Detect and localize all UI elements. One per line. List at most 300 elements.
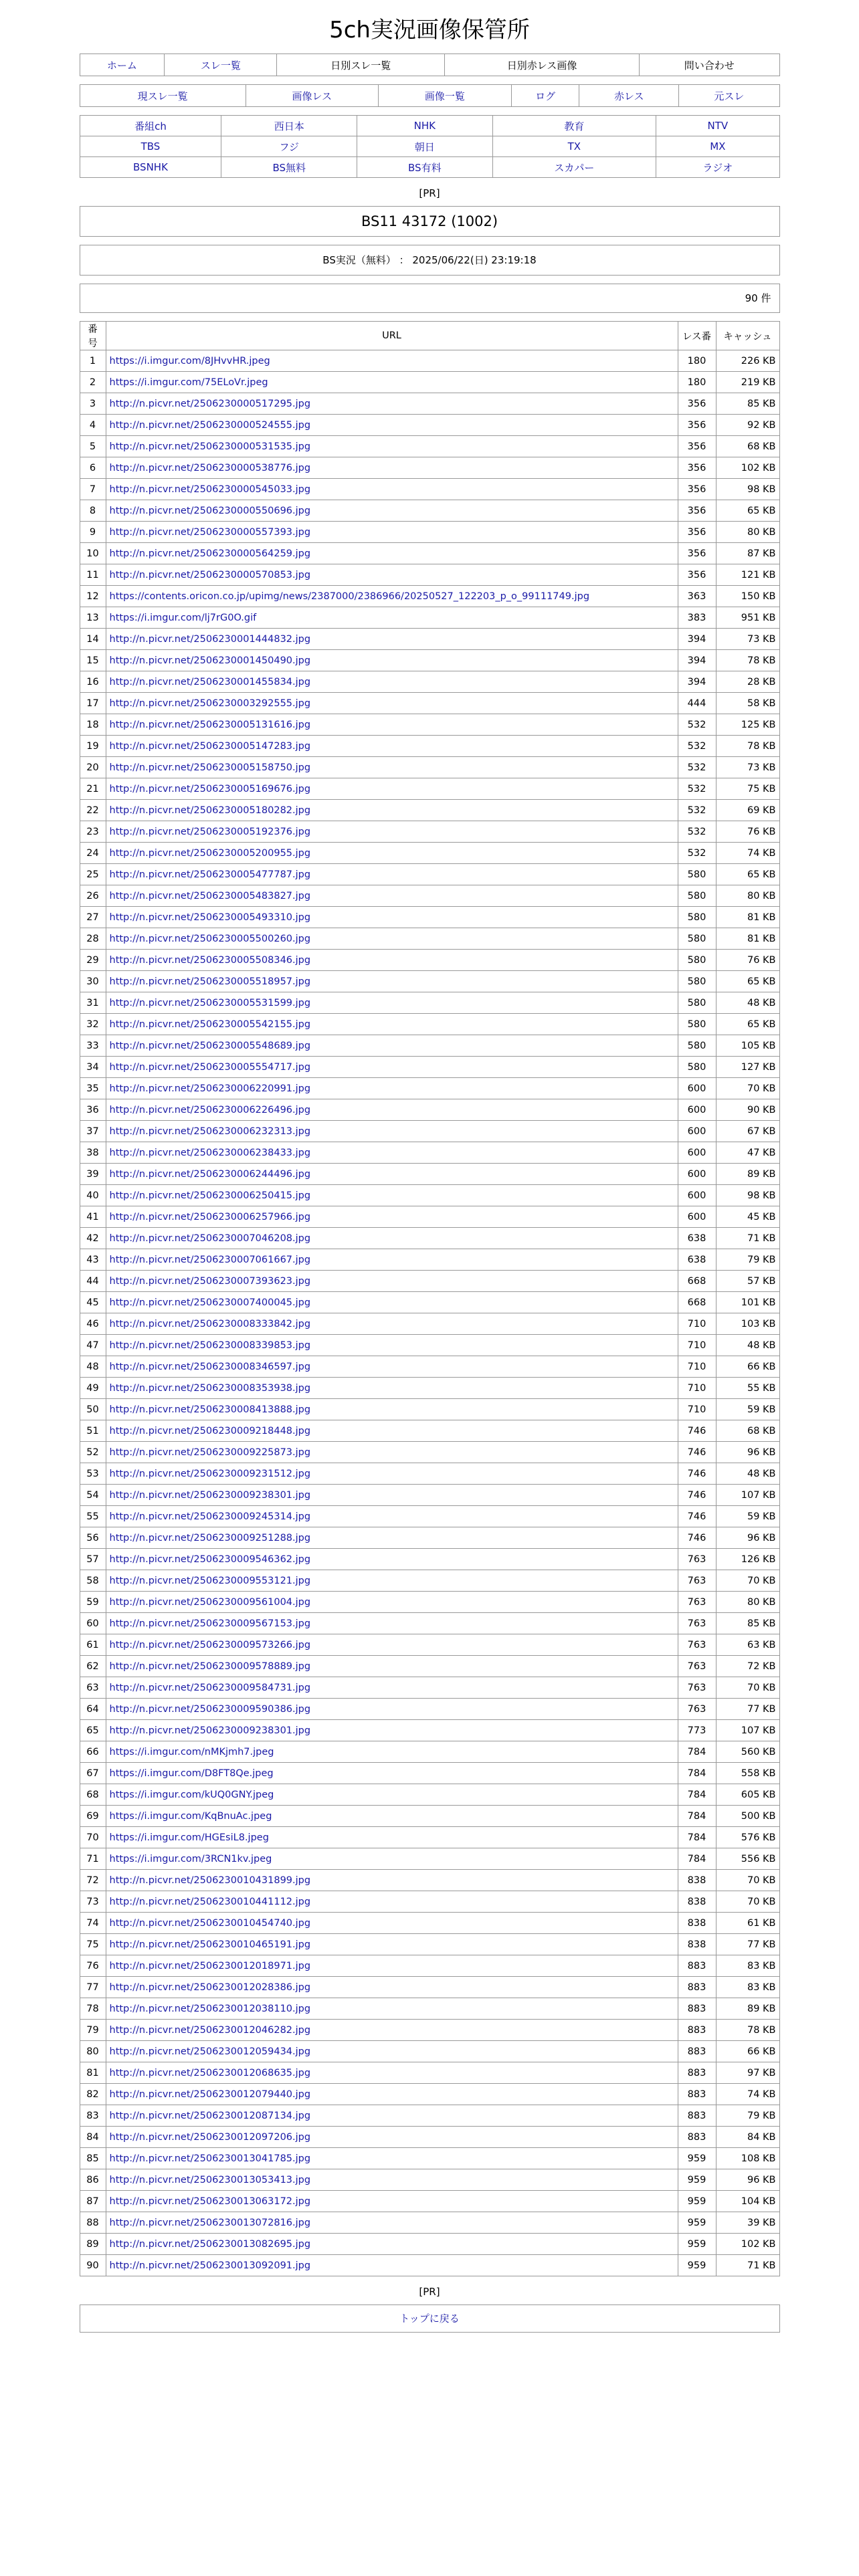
channel-link[interactable]: スカパー	[554, 161, 595, 174]
channel-cell[interactable]	[656, 136, 779, 157]
row-url[interactable]: http://n.picvr.net/2506230005500260.jpg	[109, 933, 311, 944]
row-cache-size-cell	[716, 543, 779, 564]
row-cache-size-cell	[716, 950, 779, 971]
row-res-number-cell	[678, 778, 716, 800]
table-row	[80, 2127, 779, 2148]
row-url[interactable]: http://n.picvr.net/2506230012087134.jpg	[109, 2110, 311, 2121]
channel-link[interactable]: BS有料	[408, 161, 442, 174]
channel-cell[interactable]	[80, 116, 221, 136]
nav-current-threads-link[interactable]: 現スレ一覧	[137, 90, 188, 102]
row-url[interactable]: http://n.picvr.net/2506230000538776.jpg	[109, 462, 311, 473]
row-url-cell[interactable]	[106, 693, 678, 714]
row-url-cell[interactable]	[106, 1099, 678, 1121]
row-url[interactable]: https://i.imgur.com/nMKjmh7.jpeg	[109, 1746, 274, 1757]
row-cache-size: 97 KB	[747, 2067, 776, 2078]
row-url[interactable]: http://n.picvr.net/2506230000531535.jpg	[109, 441, 311, 452]
channel-link[interactable]: BSNHK	[133, 161, 168, 173]
row-number: 89	[86, 2238, 99, 2250]
row-cache-size-cell	[716, 586, 779, 607]
row-url-cell[interactable]	[106, 1399, 678, 1420]
row-url-cell[interactable]	[106, 1271, 678, 1292]
nav-image-posts-link[interactable]: 画像レス	[292, 90, 332, 102]
row-cache-size-cell	[716, 1249, 779, 1271]
channel-cell[interactable]	[221, 136, 357, 157]
row-url[interactable]: http://n.picvr.net/2506230008339853.jpg	[109, 1339, 311, 1351]
row-cache-size: 68 KB	[747, 1425, 776, 1436]
row-url[interactable]: http://n.picvr.net/2506230009578889.jpg	[109, 1660, 311, 1672]
row-cache-size-cell	[716, 372, 779, 393]
row-url[interactable]: http://n.picvr.net/2506230012079440.jpg	[109, 2088, 311, 2100]
row-url-cell[interactable]	[106, 1292, 678, 1313]
row-res-number: 710	[687, 1339, 706, 1351]
row-res-number: 532	[687, 847, 706, 859]
row-url-cell[interactable]	[106, 1057, 678, 1078]
row-url[interactable]: http://n.picvr.net/2506230005200955.jpg	[109, 847, 311, 859]
row-url[interactable]: http://n.picvr.net/2506230005554717.jpg	[109, 1061, 311, 1073]
row-url-cell[interactable]	[106, 950, 678, 971]
row-url-cell[interactable]	[106, 1592, 678, 1613]
nav-image-list-link[interactable]: 画像一覧	[424, 90, 465, 102]
row-cache-size: 89 KB	[747, 2003, 776, 2014]
row-url-cell[interactable]	[106, 543, 678, 564]
row-res-number-cell	[678, 2062, 716, 2084]
row-url-cell[interactable]	[106, 1848, 678, 1870]
row-url[interactable]: http://n.picvr.net/2506230001450490.jpg	[109, 655, 311, 666]
row-url-cell[interactable]	[106, 2234, 678, 2255]
table-row	[80, 1420, 779, 1442]
row-url[interactable]: http://n.picvr.net/2506230012097206.jpg	[109, 2131, 311, 2143]
row-number-cell	[80, 457, 106, 479]
row-url[interactable]: https://i.imgur.com/8JHvvHR.jpeg	[109, 355, 270, 366]
row-url-cell[interactable]	[106, 1677, 678, 1699]
row-cache-size-cell	[716, 500, 779, 522]
row-url[interactable]: http://n.picvr.net/2506230009561004.jpg	[109, 1596, 311, 1608]
row-url[interactable]: http://n.picvr.net/2506230010441112.jpg	[109, 1896, 311, 1907]
row-url[interactable]: http://n.picvr.net/2506230001455834.jpg	[109, 676, 311, 687]
row-url[interactable]: http://n.picvr.net/2506230008353938.jpg	[109, 1382, 311, 1394]
back-to-top-link[interactable]: トップに戻る	[399, 2313, 460, 2325]
row-url-cell[interactable]	[106, 629, 678, 650]
row-url-cell[interactable]	[106, 2020, 678, 2041]
row-url[interactable]: http://n.picvr.net/2506230009218448.jpg	[109, 1425, 311, 1436]
row-res-number-cell	[678, 1506, 716, 1527]
row-url-cell[interactable]	[106, 607, 678, 629]
row-url[interactable]: http://n.picvr.net/2506230003292555.jpg	[109, 697, 311, 709]
row-cache-size-cell	[716, 1977, 779, 1998]
row-url-cell[interactable]	[106, 1741, 678, 1763]
row-url-cell[interactable]	[106, 1570, 678, 1592]
row-url-cell[interactable]	[106, 2127, 678, 2148]
row-cache-size-cell	[716, 1870, 779, 1891]
row-url-cell[interactable]	[106, 1121, 678, 1142]
row-url[interactable]: http://n.picvr.net/2506230005542155.jpg	[109, 1018, 311, 1030]
nav-home[interactable]	[80, 54, 165, 76]
row-res-number: 580	[687, 976, 706, 987]
channel-cell[interactable]	[357, 116, 493, 136]
row-url[interactable]: http://n.picvr.net/2506230008333842.jpg	[109, 1318, 311, 1329]
back-to-top[interactable]	[80, 2304, 780, 2333]
channel-cell[interactable]	[221, 157, 357, 178]
row-url-cell[interactable]	[106, 2062, 678, 2084]
row-url[interactable]: http://n.picvr.net/2506230009567153.jpg	[109, 1618, 311, 1629]
row-url-cell[interactable]	[106, 479, 678, 500]
row-url-cell[interactable]	[106, 1164, 678, 1185]
row-url[interactable]: http://n.picvr.net/2506230005169676.jpg	[109, 783, 311, 794]
row-url-cell[interactable]	[106, 1420, 678, 1442]
row-url-cell[interactable]	[106, 714, 678, 736]
channel-nav	[80, 115, 780, 178]
channel-cell[interactable]	[80, 157, 221, 178]
row-url[interactable]: http://n.picvr.net/2506230007400045.jpg	[109, 1297, 311, 1308]
row-cache-size: 55 KB	[747, 1382, 776, 1394]
row-url[interactable]: http://n.picvr.net/2506230005518957.jpg	[109, 976, 311, 987]
row-url-cell[interactable]	[106, 821, 678, 843]
nav-thread-list-link[interactable]: スレ一覧	[200, 59, 241, 72]
table-row	[80, 1206, 779, 1228]
row-url[interactable]: https://i.imgur.com/kUQ0GNY.jpeg	[109, 1789, 274, 1800]
nav-red-posts-link[interactable]: 赤レス	[613, 90, 644, 102]
row-number-cell	[80, 1677, 106, 1699]
row-res-number-cell	[678, 1613, 716, 1634]
nav-daily-thread-list-label[interactable]: 日別スレ一覧	[330, 59, 391, 72]
row-url-cell[interactable]	[106, 1934, 678, 1955]
row-cache-size: 219 KB	[741, 377, 776, 388]
table-header-row	[80, 322, 779, 350]
row-url-cell[interactable]	[106, 1249, 678, 1271]
row-url[interactable]: http://n.picvr.net/2506230009584731.jpg	[109, 1682, 311, 1693]
row-url[interactable]: http://n.picvr.net/2506230008346597.jpg	[109, 1361, 311, 1372]
row-url[interactable]: http://n.picvr.net/2506230000545033.jpg	[109, 484, 311, 495]
row-cache-size-cell	[716, 671, 779, 693]
row-number-cell	[80, 1399, 106, 1420]
channel-link[interactable]: NHK	[413, 120, 436, 132]
row-url[interactable]: http://n.picvr.net/2506230009573266.jpg	[109, 1639, 311, 1650]
row-url[interactable]: http://n.picvr.net/2506230010465191.jpg	[109, 1939, 311, 1950]
row-url[interactable]: http://n.picvr.net/2506230007393623.jpg	[109, 1275, 311, 1287]
row-url-cell[interactable]	[106, 1549, 678, 1570]
row-url[interactable]: http://n.picvr.net/2506230000524555.jpg	[109, 419, 311, 431]
row-url[interactable]: http://n.picvr.net/2506230006232313.jpg	[109, 1125, 311, 1137]
row-url[interactable]: http://n.picvr.net/2506230007046208.jpg	[109, 1232, 311, 1244]
row-url[interactable]: http://n.picvr.net/2506230007061667.jpg	[109, 1254, 311, 1265]
row-url[interactable]: http://n.picvr.net/2506230000517295.jpg	[109, 398, 311, 409]
row-url-cell[interactable]	[106, 1442, 678, 1463]
row-cache-size: 84 KB	[747, 2131, 776, 2143]
row-res-number: 532	[687, 719, 706, 730]
row-url-cell[interactable]	[106, 1891, 678, 1913]
row-url[interactable]: http://n.picvr.net/2506230000550696.jpg	[109, 505, 311, 516]
row-url-cell[interactable]	[106, 1763, 678, 1784]
row-number: 84	[86, 2131, 99, 2143]
row-url[interactable]: http://n.picvr.net/2506230012046282.jpg	[109, 2024, 311, 2036]
row-url-cell[interactable]	[106, 350, 678, 372]
row-res-number: 356	[687, 505, 706, 516]
row-url-cell[interactable]	[106, 1313, 678, 1335]
row-url-cell[interactable]	[106, 2148, 678, 2169]
row-number-cell	[80, 1313, 106, 1335]
channel-cell[interactable]	[656, 116, 779, 136]
channel-cell[interactable]	[492, 157, 656, 178]
row-cache-size-cell	[716, 1463, 779, 1485]
row-cache-size-cell	[716, 1485, 779, 1506]
row-url-cell[interactable]	[106, 1185, 678, 1206]
channel-link[interactable]: ラジオ	[702, 161, 733, 174]
nav-daily-red-images-label[interactable]: 日別赤レス画像	[506, 59, 577, 72]
row-res-number-cell	[678, 2020, 716, 2041]
nav-red-posts[interactable]	[579, 85, 679, 107]
row-number-cell	[80, 1977, 106, 1998]
row-url[interactable]: http://n.picvr.net/2506230006250415.jpg	[109, 1190, 311, 1201]
row-url[interactable]: http://n.picvr.net/2506230009553121.jpg	[109, 1575, 311, 1586]
channel-cell[interactable]	[357, 136, 493, 157]
header-url: URL	[106, 322, 678, 350]
row-url-cell[interactable]	[106, 1463, 678, 1485]
row-url-cell[interactable]	[106, 800, 678, 821]
row-url-cell[interactable]	[106, 1014, 678, 1035]
channel-cell[interactable]	[492, 136, 656, 157]
row-url[interactable]: http://n.picvr.net/2506230001444832.jpg	[109, 633, 311, 645]
channel-link[interactable]: NTV	[707, 120, 729, 132]
row-url-cell[interactable]	[106, 650, 678, 671]
row-url-cell[interactable]	[106, 1998, 678, 2020]
row-url[interactable]: http://n.picvr.net/2506230005147283.jpg	[109, 740, 311, 752]
row-cache-size: 85 KB	[747, 1618, 776, 1629]
row-res-number-cell	[678, 1185, 716, 1206]
nav-original-thread-link[interactable]: 元スレ	[714, 90, 745, 102]
row-url[interactable]: http://n.picvr.net/2506230006238433.jpg	[109, 1147, 311, 1158]
row-url-cell[interactable]	[106, 2191, 678, 2212]
row-res-number: 784	[687, 1767, 706, 1779]
row-url[interactable]: http://n.picvr.net/2506230012068635.jpg	[109, 2067, 311, 2078]
channel-link[interactable]: BS無料	[272, 161, 306, 174]
row-url[interactable]: http://n.picvr.net/2506230012059434.jpg	[109, 2046, 311, 2057]
row-url-cell[interactable]	[106, 1206, 678, 1228]
row-number: 10	[86, 548, 99, 559]
row-url-cell[interactable]	[106, 564, 678, 586]
row-url-cell[interactable]	[106, 928, 678, 950]
nav-daily-thread-list[interactable]	[277, 54, 445, 76]
row-url[interactable]: http://n.picvr.net/2506230013092091.jpg	[109, 2260, 311, 2271]
row-url-cell[interactable]	[106, 1485, 678, 1506]
row-url[interactable]: http://n.picvr.net/2506230009590386.jpg	[109, 1703, 311, 1715]
row-url-cell[interactable]	[106, 2105, 678, 2127]
row-url-cell[interactable]	[106, 1699, 678, 1720]
row-url-cell[interactable]	[106, 885, 678, 907]
row-url-cell[interactable]	[106, 1827, 678, 1848]
row-cache-size: 78 KB	[747, 2024, 776, 2036]
row-url-cell[interactable]	[106, 1142, 678, 1164]
row-url-cell[interactable]	[106, 2169, 678, 2191]
row-url[interactable]: http://n.picvr.net/2506230009225873.jpg	[109, 1446, 311, 1458]
row-url[interactable]: https://i.imgur.com/75ELoVr.jpeg	[109, 377, 268, 388]
row-res-number: 532	[687, 762, 706, 773]
channel-link[interactable]: MX	[710, 140, 726, 152]
row-url-cell[interactable]	[106, 457, 678, 479]
row-url-cell[interactable]	[106, 393, 678, 415]
row-url-cell[interactable]	[106, 1870, 678, 1891]
row-url[interactable]: http://n.picvr.net/2506230009546362.jpg	[109, 1553, 311, 1565]
row-url-cell[interactable]	[106, 907, 678, 928]
row-url[interactable]: http://n.picvr.net/2506230012018971.jpg	[109, 1960, 311, 1971]
row-url-cell[interactable]	[106, 1784, 678, 1806]
nav-original-thread[interactable]	[679, 85, 779, 107]
row-url[interactable]: https://i.imgur.com/3RCN1kv.jpeg	[109, 1853, 272, 1864]
row-url[interactable]: http://n.picvr.net/2506230013082695.jpg	[109, 2238, 311, 2250]
row-url[interactable]: http://n.picvr.net/2506230009245314.jpg	[109, 1511, 311, 1522]
channel-link[interactable]: 西日本	[274, 120, 304, 132]
row-url-cell[interactable]	[106, 778, 678, 800]
row-url[interactable]: http://n.picvr.net/2506230005531599.jpg	[109, 997, 311, 1008]
row-res-number-cell	[678, 2212, 716, 2234]
row-url-cell[interactable]	[106, 436, 678, 457]
row-url-cell[interactable]	[106, 1806, 678, 1827]
row-url-cell[interactable]	[106, 1656, 678, 1677]
header-cache: キャッシュ	[716, 322, 779, 350]
row-url-cell[interactable]	[106, 586, 678, 607]
row-res-number: 763	[687, 1639, 706, 1650]
row-cache-size-cell	[716, 1313, 779, 1335]
row-url-cell[interactable]	[106, 2084, 678, 2105]
row-number-cell	[80, 1506, 106, 1527]
channel-cell[interactable]	[80, 136, 221, 157]
table-row	[80, 992, 779, 1014]
row-url[interactable]: https://i.imgur.com/HGEsiL8.jpeg	[109, 1832, 269, 1843]
row-url[interactable]: http://n.picvr.net/2506230005548689.jpg	[109, 1040, 311, 1051]
row-number: 88	[86, 2217, 99, 2228]
row-url[interactable]: https://i.imgur.com/KqBnuAc.jpeg	[109, 1810, 272, 1822]
channel-link[interactable]: TX	[567, 140, 581, 152]
row-url[interactable]: http://n.picvr.net/2506230006257966.jpg	[109, 1211, 311, 1222]
row-url[interactable]: http://n.picvr.net/2506230009251288.jpg	[109, 1532, 311, 1543]
row-url-cell[interactable]	[106, 736, 678, 757]
row-url[interactable]: http://n.picvr.net/2506230013072816.jpg	[109, 2217, 311, 2228]
row-url[interactable]: https://contents.oricon.co.jp/upimg/news/2387000/2386966/20250527_122203_p_o_99111749.jpg	[109, 591, 590, 602]
row-url[interactable]: http://n.picvr.net/2506230000557393.jpg	[109, 526, 311, 538]
row-url-cell[interactable]	[106, 1977, 678, 1998]
row-cache-size-cell	[716, 2212, 779, 2234]
row-url[interactable]: http://n.picvr.net/2506230008413888.jpg	[109, 1404, 311, 1415]
row-url-cell[interactable]	[106, 1078, 678, 1099]
row-url[interactable]: http://n.picvr.net/2506230005483827.jpg	[109, 890, 311, 901]
row-url[interactable]: http://n.picvr.net/2506230005158750.jpg	[109, 762, 311, 773]
row-url-cell[interactable]	[106, 992, 678, 1014]
row-url[interactable]: http://n.picvr.net/2506230013041785.jpg	[109, 2153, 311, 2164]
row-url-cell[interactable]	[106, 843, 678, 864]
row-url-cell[interactable]	[106, 2212, 678, 2234]
row-url-cell[interactable]	[106, 1506, 678, 1527]
row-number: 63	[86, 1682, 99, 1693]
row-url[interactable]: http://n.picvr.net/2506230005192376.jpg	[109, 826, 311, 837]
row-url[interactable]: http://n.picvr.net/2506230000564259.jpg	[109, 548, 311, 559]
row-url-cell[interactable]	[106, 757, 678, 778]
row-url[interactable]: http://n.picvr.net/2506230005131616.jpg	[109, 719, 311, 730]
row-url[interactable]: http://n.picvr.net/2506230009238301.jpg	[109, 1489, 311, 1501]
row-url[interactable]: http://n.picvr.net/2506230009238301.jpg	[109, 1725, 311, 1736]
row-url[interactable]: http://n.picvr.net/2506230013063172.jpg	[109, 2195, 311, 2207]
row-number-cell	[80, 1592, 106, 1613]
table-row	[80, 1763, 779, 1784]
row-url[interactable]: http://n.picvr.net/2506230005477787.jpg	[109, 869, 311, 880]
row-number-cell	[80, 2062, 106, 2084]
channel-link[interactable]: フジ	[279, 140, 299, 153]
nav-contact[interactable]	[640, 54, 779, 76]
table-row	[80, 543, 779, 564]
row-url-cell[interactable]	[106, 864, 678, 885]
row-url[interactable]: http://n.picvr.net/2506230010454740.jpg	[109, 1917, 311, 1929]
row-url[interactable]: http://n.picvr.net/2506230012028386.jpg	[109, 1981, 311, 1993]
row-url[interactable]: http://n.picvr.net/2506230013053413.jpg	[109, 2174, 311, 2185]
row-number: 71	[86, 1853, 99, 1864]
row-url-cell[interactable]	[106, 671, 678, 693]
channel-cell[interactable]	[357, 157, 493, 178]
nav-log[interactable]	[511, 85, 579, 107]
row-url[interactable]: http://n.picvr.net/2506230006226496.jpg	[109, 1104, 311, 1115]
row-url-cell[interactable]	[106, 1228, 678, 1249]
row-cache-size: 72 KB	[747, 1660, 776, 1672]
row-url[interactable]: http://n.picvr.net/2506230009231512.jpg	[109, 1468, 311, 1479]
row-url[interactable]: http://n.picvr.net/2506230006220991.jpg	[109, 1083, 311, 1094]
row-url[interactable]: http://n.picvr.net/2506230005180282.jpg	[109, 804, 311, 816]
nav-image-list[interactable]	[378, 85, 511, 107]
row-url-cell[interactable]	[106, 971, 678, 992]
nav-contact-label[interactable]: 問い合わせ	[684, 59, 735, 72]
row-url-cell[interactable]	[106, 1035, 678, 1057]
row-url-cell[interactable]	[106, 372, 678, 393]
row-cache-size: 73 KB	[747, 762, 776, 773]
row-url[interactable]: http://n.picvr.net/2506230012038110.jpg	[109, 2003, 311, 2014]
nav-home-link[interactable]: ホーム	[106, 59, 137, 72]
row-number-cell	[80, 1014, 106, 1035]
row-url[interactable]: https://i.imgur.com/lj7rG0O.gif	[109, 612, 257, 623]
nav-daily-red-images[interactable]	[445, 54, 640, 76]
nav-current-threads[interactable]	[80, 85, 246, 107]
table-row	[80, 1870, 779, 1891]
row-url-cell[interactable]	[106, 1634, 678, 1656]
row-url-cell[interactable]	[106, 500, 678, 522]
row-url-cell[interactable]	[106, 1613, 678, 1634]
row-url-cell[interactable]	[106, 1356, 678, 1378]
nav-thread-list[interactable]	[165, 54, 277, 76]
row-url-cell[interactable]	[106, 1378, 678, 1399]
channel-link[interactable]: 番組ch	[134, 120, 167, 132]
channel-link[interactable]: 朝日	[414, 140, 435, 153]
channel-cell[interactable]	[492, 116, 656, 136]
row-url[interactable]: https://i.imgur.com/D8FT8Qe.jpeg	[109, 1767, 274, 1779]
row-url-cell[interactable]	[106, 1335, 678, 1356]
row-url-cell[interactable]	[106, 1720, 678, 1741]
row-url-cell[interactable]	[106, 1527, 678, 1549]
row-cache-size: 75 KB	[747, 783, 776, 794]
row-url-cell[interactable]	[106, 522, 678, 543]
row-url-cell[interactable]	[106, 1955, 678, 1977]
row-url-cell[interactable]	[106, 2041, 678, 2062]
row-url-cell[interactable]	[106, 2255, 678, 2276]
row-url[interactable]: http://n.picvr.net/2506230006244496.jpg	[109, 1168, 311, 1180]
row-url-cell[interactable]	[106, 415, 678, 436]
nav-log-link[interactable]: ログ	[535, 90, 556, 102]
channel-link[interactable]: TBS	[140, 140, 161, 152]
row-url-cell[interactable]	[106, 1913, 678, 1934]
channel-link[interactable]: 教育	[564, 120, 585, 132]
row-res-number: 883	[687, 2046, 706, 2057]
row-url[interactable]: http://n.picvr.net/2506230010431899.jpg	[109, 1874, 311, 1886]
row-url[interactable]: http://n.picvr.net/2506230005493310.jpg	[109, 911, 311, 923]
row-url[interactable]: http://n.picvr.net/2506230000570853.jpg	[109, 569, 311, 580]
row-url[interactable]: http://n.picvr.net/2506230005508346.jpg	[109, 954, 311, 966]
channel-cell[interactable]	[656, 157, 779, 178]
nav-image-posts[interactable]	[246, 85, 378, 107]
channel-cell[interactable]	[221, 116, 357, 136]
